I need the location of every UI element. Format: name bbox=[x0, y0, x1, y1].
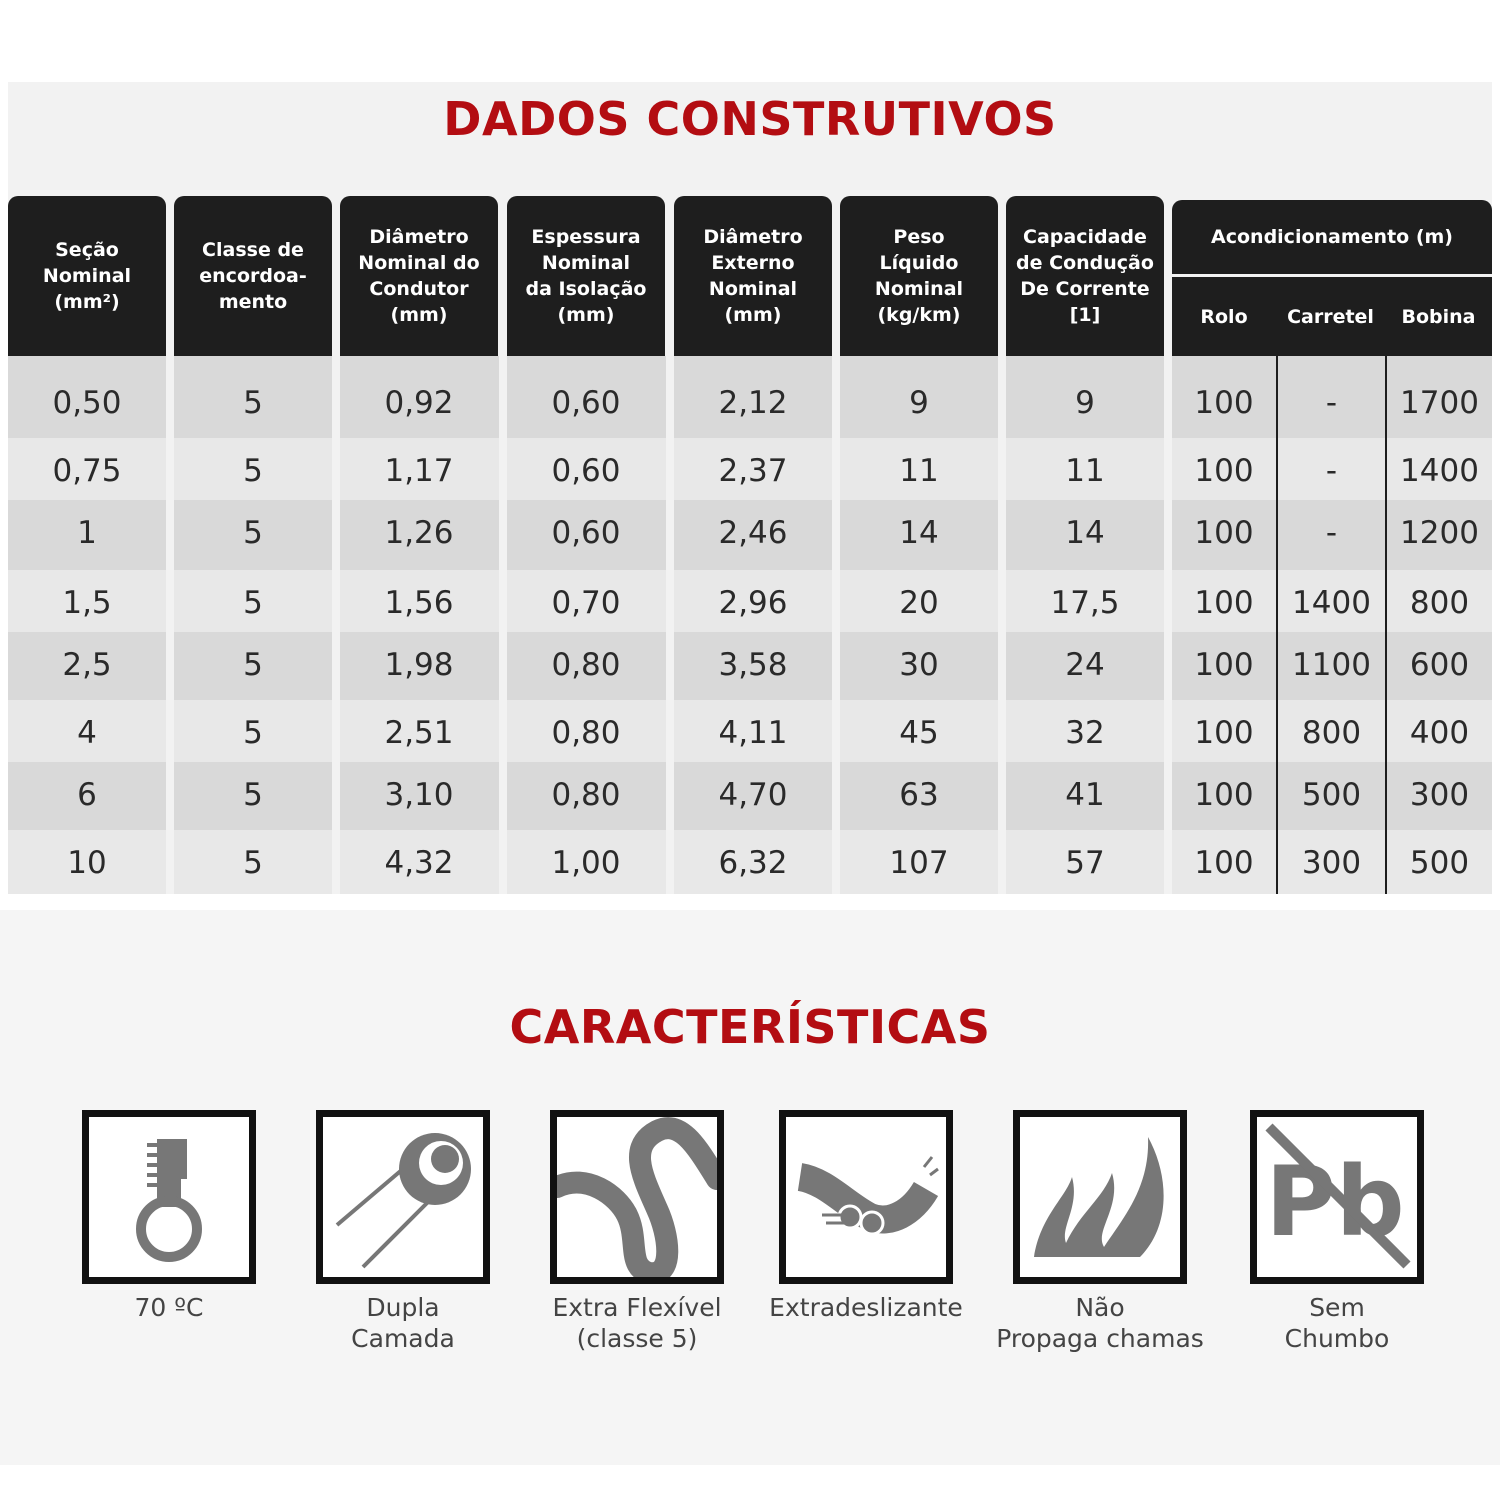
table-cell: 0,60 bbox=[551, 384, 621, 421]
table-cell: 300 bbox=[1301, 844, 1362, 881]
table-cell: 100 bbox=[1194, 776, 1254, 813]
table-cell: 32 bbox=[1065, 714, 1105, 751]
flexible-cable-icon bbox=[550, 1110, 724, 1284]
table-cell: 24 bbox=[1065, 646, 1105, 683]
table-cell: 5 bbox=[243, 584, 263, 621]
feature-label: Extra Flexível (classe 5) bbox=[552, 1293, 722, 1353]
table-cell: 100 bbox=[1194, 646, 1254, 683]
thermometer-icon bbox=[82, 1110, 256, 1284]
table-cell: 1,26 bbox=[384, 514, 454, 551]
table-cell: 1,5 bbox=[62, 584, 112, 621]
table-cell: 0,70 bbox=[551, 584, 621, 621]
table-cell: 6 bbox=[77, 776, 97, 813]
column-header: Diâmetro Externo Nominal (mm) bbox=[674, 196, 832, 356]
group-header bbox=[1172, 200, 1492, 356]
sub-header: Carretel bbox=[1287, 305, 1374, 328]
table-cell: 800 bbox=[1409, 584, 1470, 621]
table-cell: 100 bbox=[1194, 452, 1254, 489]
table-cell: 14 bbox=[899, 514, 939, 551]
sub-header: Rolo bbox=[1200, 305, 1248, 328]
table-cell: 1100 bbox=[1292, 646, 1371, 683]
table-cell: 3,10 bbox=[384, 776, 454, 813]
table-cell: 30 bbox=[899, 646, 939, 683]
table-cell: 2,51 bbox=[384, 714, 454, 751]
table-cell: 1,56 bbox=[384, 584, 454, 621]
column-header: Espessura Nominal da Isolação (mm) bbox=[507, 196, 665, 356]
table-cell: 4,32 bbox=[384, 844, 454, 881]
table-cell: 10 bbox=[67, 844, 107, 881]
table-cell: 400 bbox=[1409, 714, 1470, 751]
table-cell: 2,5 bbox=[62, 646, 112, 683]
table-cell: 5 bbox=[243, 714, 263, 751]
table-cell: 0,80 bbox=[551, 714, 621, 751]
column-gap bbox=[499, 356, 507, 894]
table-cell: 1200 bbox=[1400, 514, 1479, 551]
table-cell: 600 bbox=[1409, 646, 1470, 683]
table-cell: 1,00 bbox=[551, 844, 621, 881]
column-header: Seção Nominal (mm²) bbox=[8, 196, 166, 356]
table-cell: 1 bbox=[77, 514, 97, 551]
table-cell: 5 bbox=[243, 514, 263, 551]
table-cell: - bbox=[1325, 452, 1338, 489]
table-cell: 107 bbox=[889, 844, 949, 881]
table-cell: 0,50 bbox=[52, 384, 122, 421]
no-lead-icon bbox=[1250, 1110, 1424, 1284]
table-cell: - bbox=[1325, 514, 1338, 551]
table-cell: 6,32 bbox=[718, 844, 788, 881]
table-cell: 500 bbox=[1301, 776, 1362, 813]
table-cell: 0,92 bbox=[384, 384, 454, 421]
table-cell: 0,60 bbox=[551, 452, 621, 489]
table-cell: 63 bbox=[899, 776, 939, 813]
feature-label: Extradeslizante bbox=[769, 1293, 963, 1322]
column-gap bbox=[666, 356, 674, 894]
table-cell: 5 bbox=[243, 646, 263, 683]
table-cell: 3,58 bbox=[718, 646, 788, 683]
table-cell: 11 bbox=[899, 452, 939, 489]
table-cell: 41 bbox=[1065, 776, 1105, 813]
table-cell: 17,5 bbox=[1050, 584, 1120, 621]
table-cell: 0,80 bbox=[551, 776, 621, 813]
table-cell: 1700 bbox=[1400, 384, 1479, 421]
table-cell: 14 bbox=[1065, 514, 1105, 551]
feature-label: Sem Chumbo bbox=[1284, 1293, 1390, 1353]
feature-label: 70 ºC bbox=[134, 1293, 204, 1322]
table-cell: 4 bbox=[77, 714, 97, 751]
lead-symbol: Pb bbox=[1265, 1146, 1405, 1258]
table-cell: 100 bbox=[1194, 714, 1254, 751]
column-gap bbox=[832, 356, 840, 894]
table-cell: 9 bbox=[1075, 384, 1095, 421]
table-cell: 5 bbox=[243, 452, 263, 489]
table-cell: 1400 bbox=[1400, 452, 1479, 489]
feature-label: Não Propaga chamas bbox=[996, 1293, 1204, 1353]
table-cell: 100 bbox=[1194, 584, 1254, 621]
table-cell: 500 bbox=[1409, 844, 1470, 881]
table-cell: 0,75 bbox=[52, 452, 122, 489]
table-cell: 5 bbox=[243, 384, 263, 421]
column-header: Diâmetro Nominal do Condutor (mm) bbox=[340, 196, 498, 356]
flame-icon bbox=[1013, 1110, 1187, 1284]
sliding-cable-icon bbox=[779, 1110, 953, 1284]
column-header: Capacidade de Condução De Corrente [1] bbox=[1006, 196, 1164, 356]
group-header-title: Acondicionamento (m) bbox=[1211, 226, 1453, 248]
column-gap bbox=[332, 356, 340, 894]
sub-header: Bobina bbox=[1401, 305, 1476, 328]
table-cell: 2,12 bbox=[718, 384, 788, 421]
column-gap bbox=[998, 356, 1006, 894]
table-cell: 100 bbox=[1194, 384, 1254, 421]
table-cell: 100 bbox=[1194, 844, 1254, 881]
column-gap bbox=[1164, 356, 1172, 894]
table-cell: 5 bbox=[243, 844, 263, 881]
table-cell: 45 bbox=[899, 714, 939, 751]
table-cell: 4,11 bbox=[718, 714, 788, 751]
table-cell: 9 bbox=[909, 384, 929, 421]
table-cell: 2,46 bbox=[718, 514, 788, 551]
table-cell: 5 bbox=[243, 776, 263, 813]
table-cell: 1400 bbox=[1292, 584, 1371, 621]
table-cell: 57 bbox=[1065, 844, 1105, 881]
table-cell: 800 bbox=[1301, 714, 1362, 751]
table-cell: 0,80 bbox=[551, 646, 621, 683]
table-cell: 100 bbox=[1194, 514, 1254, 551]
column-gap bbox=[166, 356, 174, 894]
section-title-caracteristicas: CARACTERÍSTICAS bbox=[509, 1000, 991, 1054]
table-cell: 1,17 bbox=[384, 452, 454, 489]
table-cell: 1,98 bbox=[384, 646, 454, 683]
table-cell: 2,96 bbox=[718, 584, 788, 621]
table-cell: - bbox=[1325, 384, 1338, 421]
table-cell: 20 bbox=[899, 584, 939, 621]
section-title-dados: DADOS CONSTRUTIVOS bbox=[443, 92, 1057, 146]
column-header: Peso Líquido Nominal (kg/km) bbox=[840, 196, 998, 356]
feature-label: Dupla Camada bbox=[351, 1293, 455, 1353]
table-cell: 11 bbox=[1065, 452, 1105, 489]
table-cell: 4,70 bbox=[718, 776, 788, 813]
table-cell: 0,60 bbox=[551, 514, 621, 551]
table-cell: 2,37 bbox=[718, 452, 788, 489]
table-cell: 300 bbox=[1409, 776, 1470, 813]
column-header: Classe de encordoa- mento bbox=[174, 196, 332, 356]
double-layer-cable-icon bbox=[316, 1110, 490, 1284]
